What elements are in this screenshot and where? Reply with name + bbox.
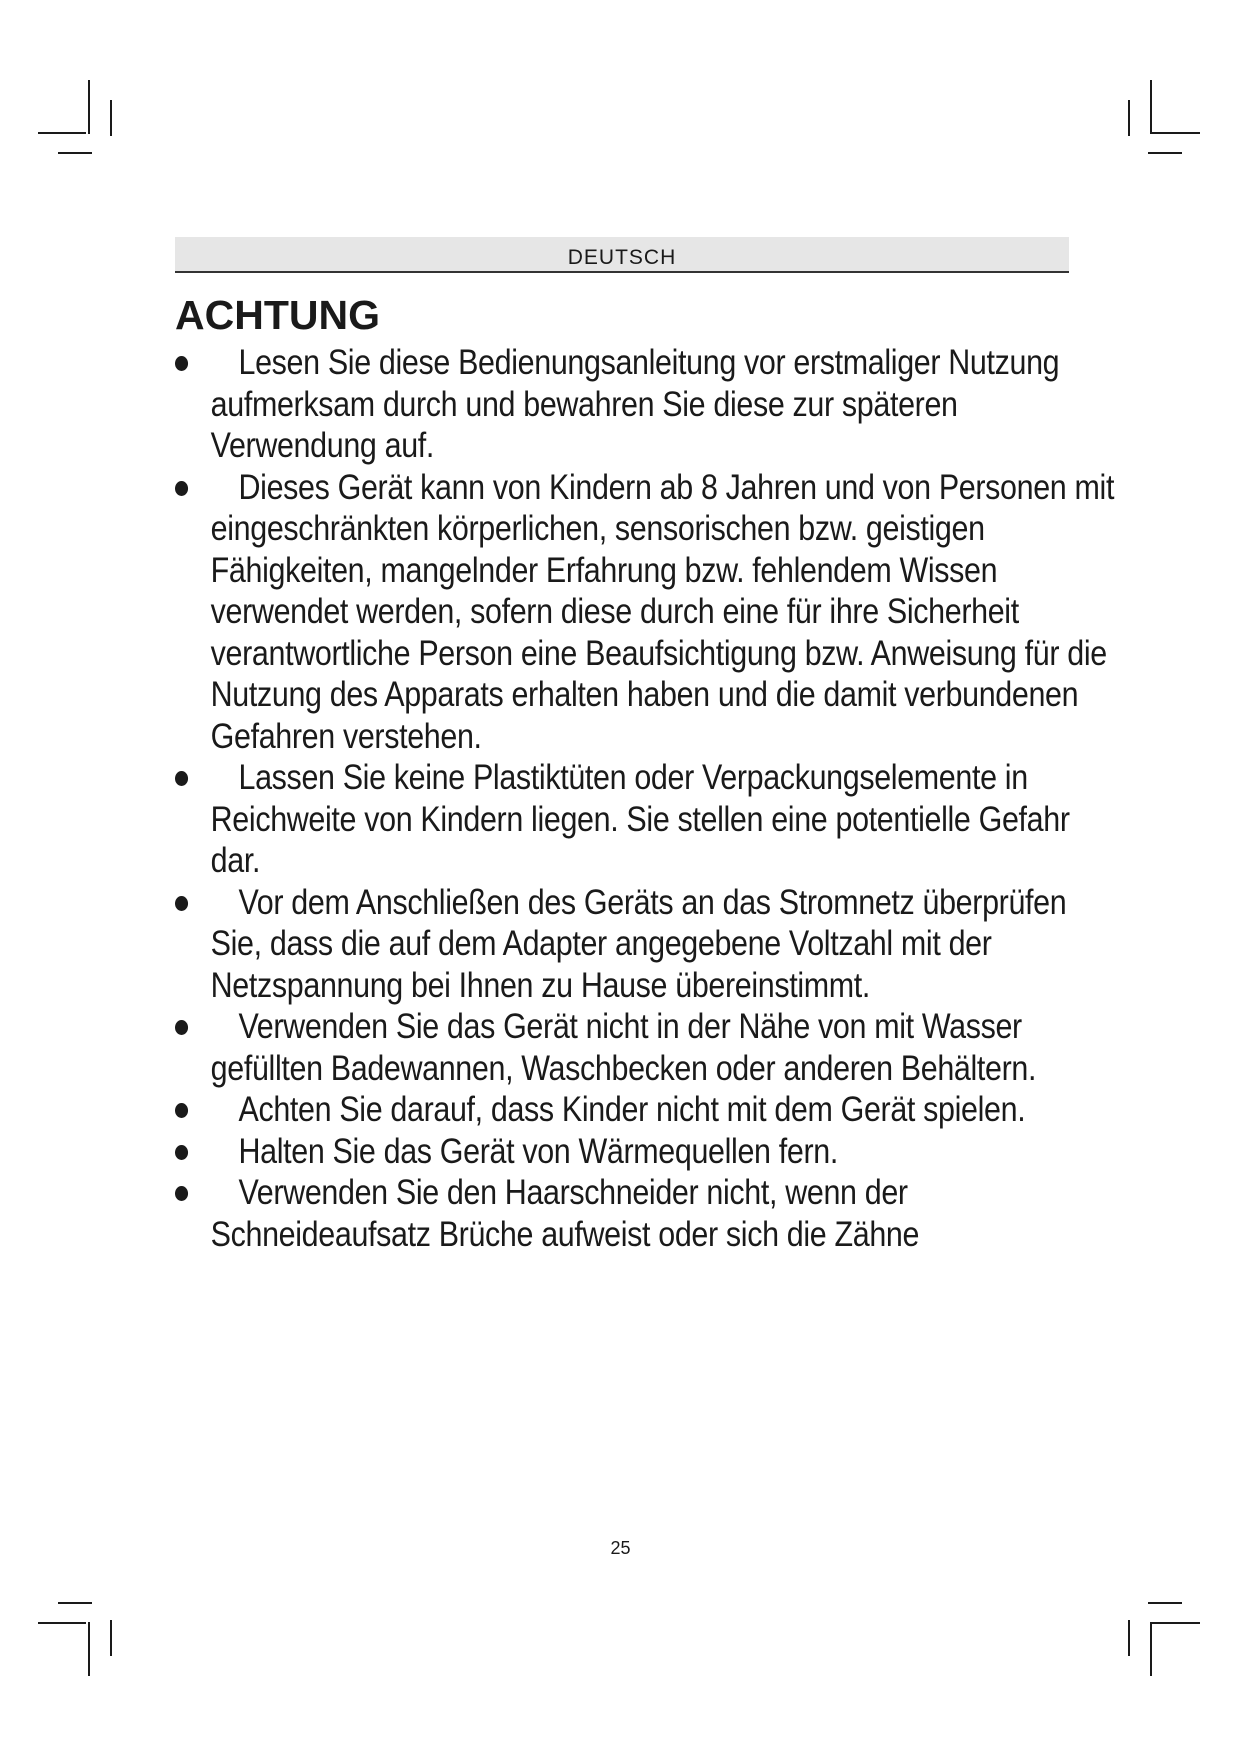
bullet-icon: [175, 481, 188, 496]
list-item: [175, 757, 1124, 882]
warning-list: [175, 342, 1115, 1255]
list-item-text: Verwenden Sie das Gerät nicht in der Nähe von mit Wasser gefüllten Badewannen, Waschbecken oder anderen Behältern.: [210, 1007, 1037, 1088]
bullet-icon: [175, 1020, 188, 1035]
list-item-text: Dieses Gerät kann von Kindern ab 8 Jahren und von Personen mit eingeschränkten körperlichen, sensorischen bzw. geistigen Fähigkeiten, mangelnder Erfahrung bzw. fehlendem Wissen verwendet werden, sofern diese durch eine für ihre Sicherheit verantwortliche Person eine Beaufsichtigung bzw. Anweisung für die Nutzung des Apparats erhalten haben und die damit verbundenen Gefahren verstehen.: [210, 467, 1115, 756]
list-item: [175, 1172, 1124, 1255]
list-item: [175, 1131, 1124, 1173]
bullet-icon: [175, 1186, 188, 1201]
page-number: 25: [610, 1538, 631, 1558]
language-label: DEUTSCH: [567, 246, 677, 269]
bullet-icon: [175, 771, 188, 786]
bullet-icon: [175, 896, 188, 911]
list-item: [175, 1006, 1124, 1089]
bullet-icon: [175, 356, 188, 371]
list-item-text: Halten Sie das Gerät von Wärmequellen fern.: [238, 1131, 838, 1171]
list-item-text: Vor dem Anschließen des Geräts an das Stromnetz überprüfen Sie, dass die auf dem Adapter angegebene Voltzahl mit der Netzspannung bei Ihnen zu Hause übereinstimmt.: [210, 882, 1067, 1005]
list-item-text: Achten Sie darauf, dass Kinder nicht mit dem Gerät spielen.: [238, 1090, 1026, 1129]
list-item-text: Lassen Sie keine Plastiktüten oder Verpackungselemente in Reichweite von Kindern liegen. Sie stellen eine potentielle Gefahr dar.: [210, 758, 1070, 880]
bullet-icon: [175, 1145, 188, 1160]
list-item-text: Lesen Sie diese Bedienungsanleitung vor erstmaliger Nutzung aufmerksam durch und bewahren Sie diese zur späteren Verwendung auf.: [210, 343, 1060, 465]
list-item: [175, 882, 1124, 1007]
list-item-text: Verwenden Sie den Haarschneider nicht, wenn der Schneideaufsatz Brüche aufweist oder sich die Zähne: [210, 1173, 920, 1254]
list-item: [175, 342, 1124, 467]
bullet-icon: [175, 1103, 188, 1118]
language-header: [175, 237, 1069, 273]
list-item: [175, 467, 1124, 758]
list-item: [175, 1089, 1124, 1131]
section-title: ACHTUNG: [175, 292, 380, 338]
